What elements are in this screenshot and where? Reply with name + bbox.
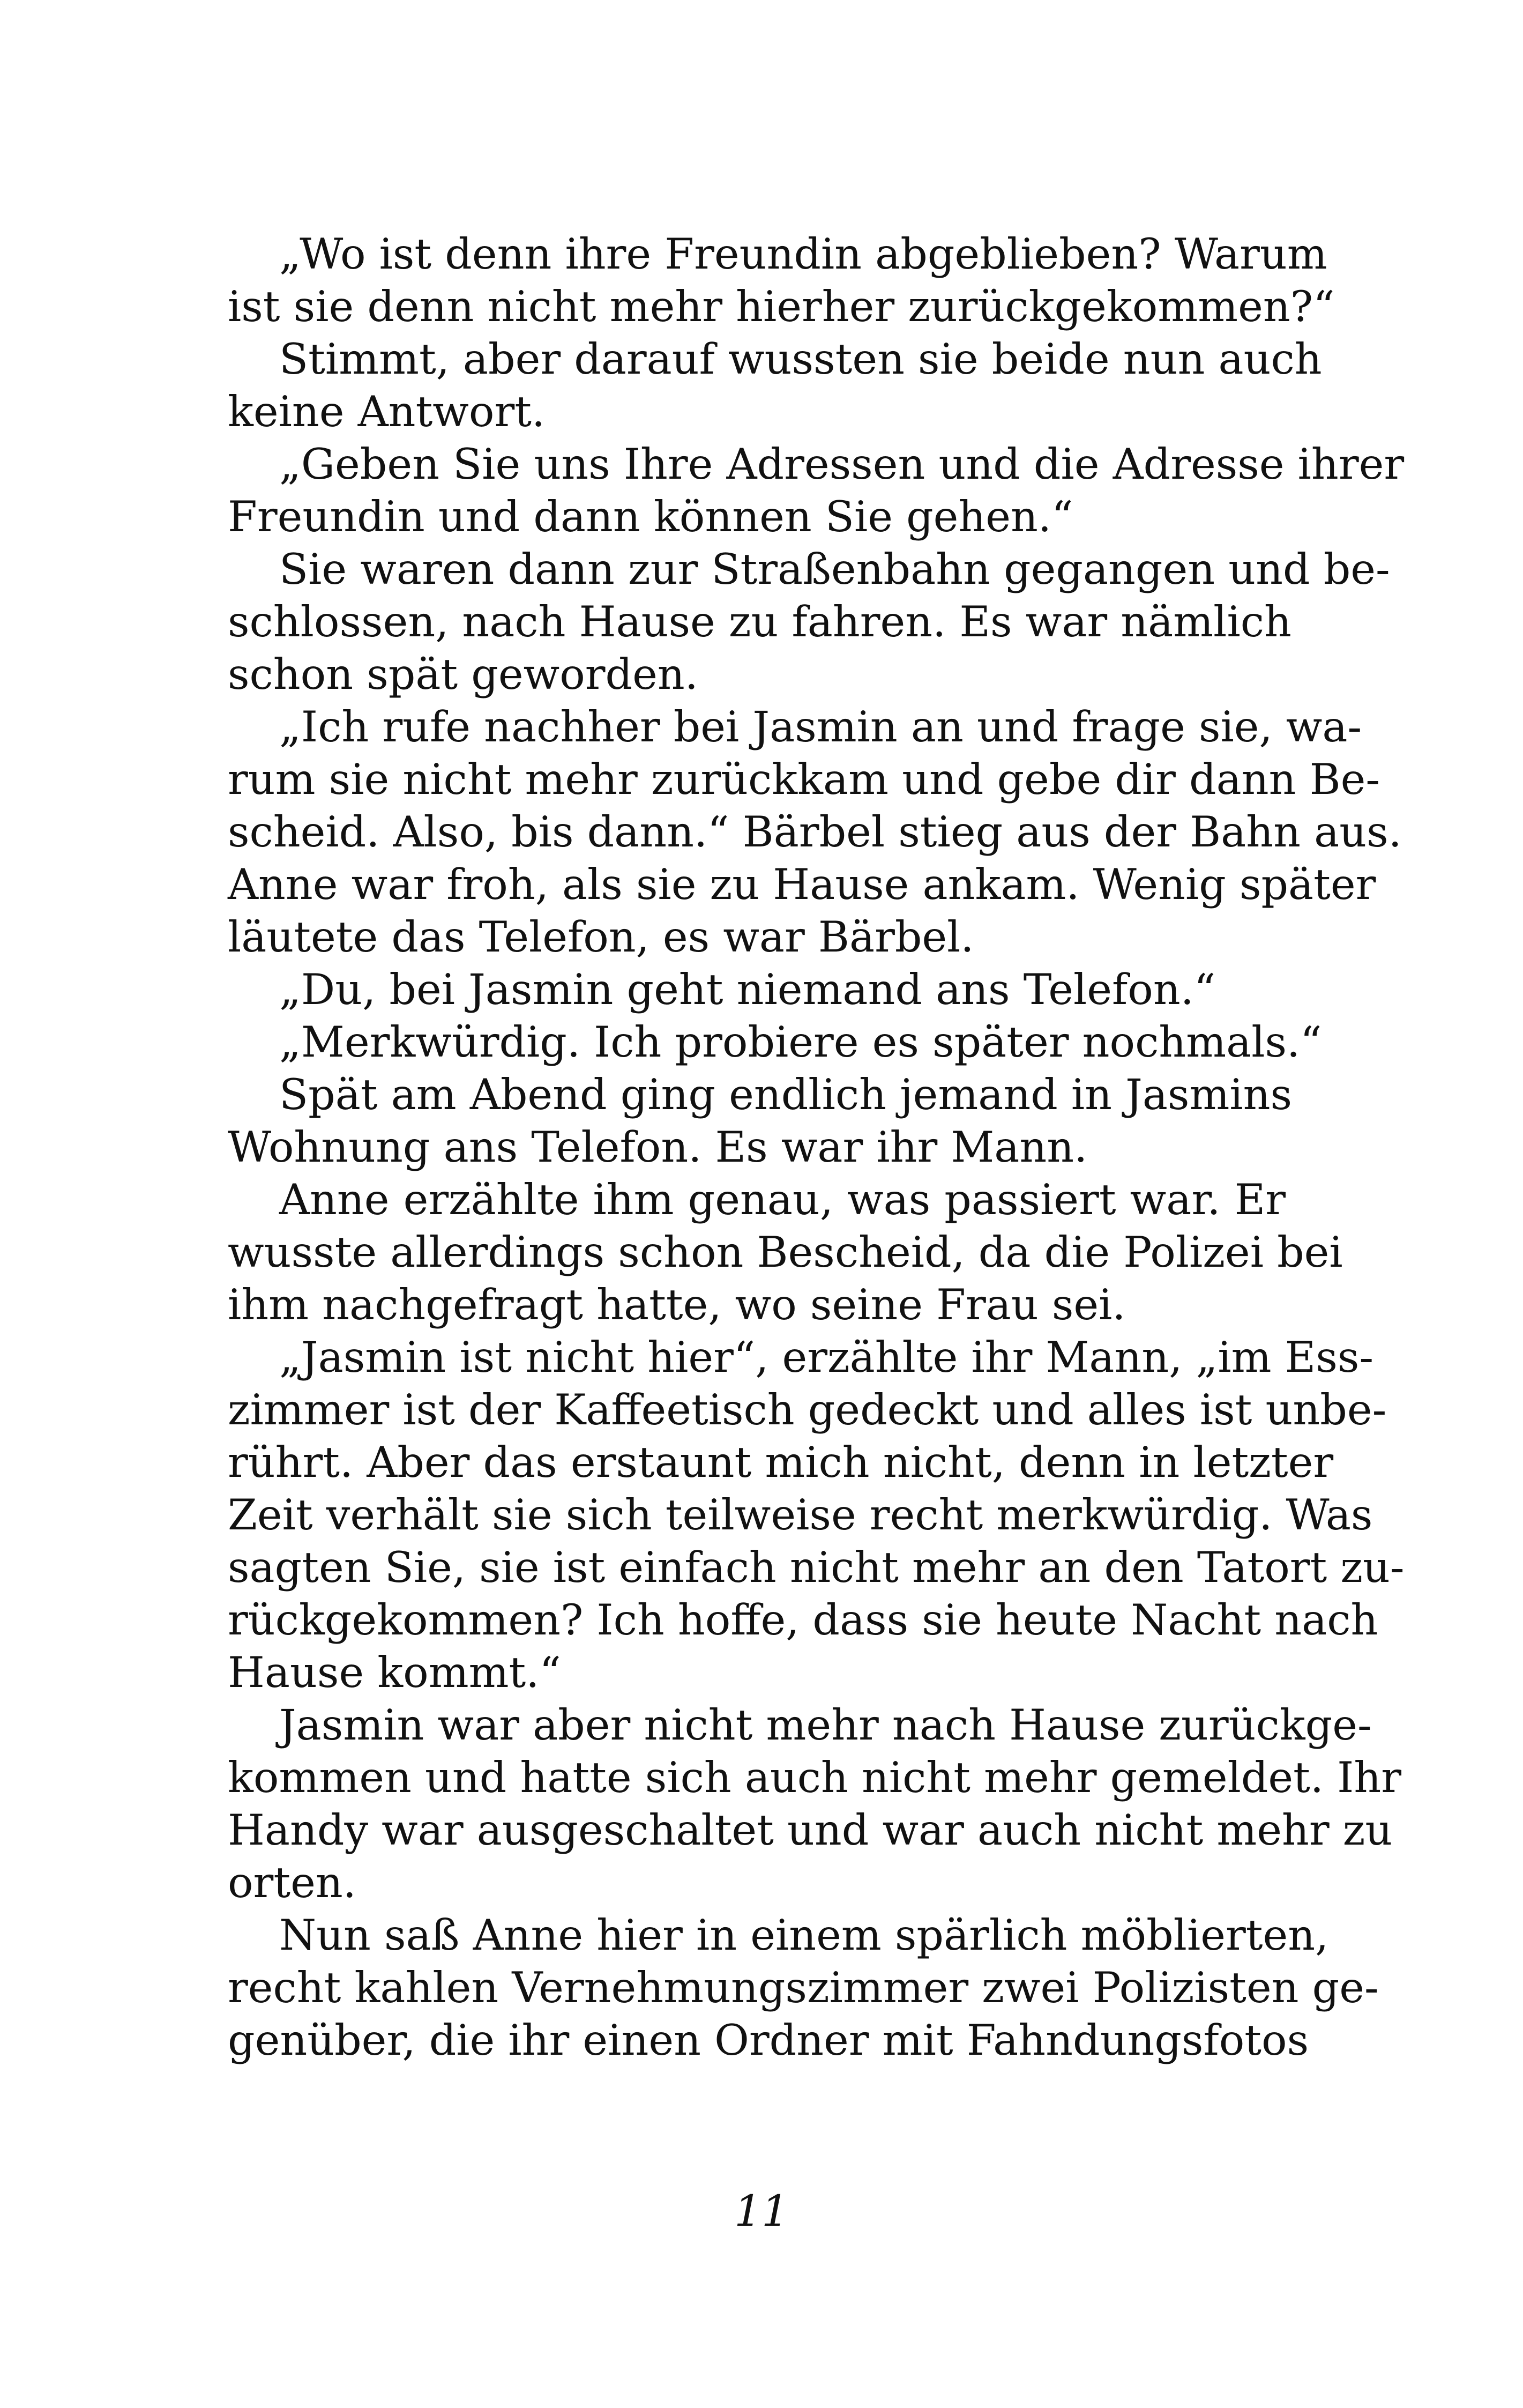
text-line: scheid. Also, bis dann.“ Bärbel stieg aus der Bahn aus. xyxy=(228,807,1402,857)
text-line: Sie waren dann zur Straßenbahn gegangen und be- xyxy=(279,545,1390,594)
text-line: läutete das Telefon, es war Bärbel. xyxy=(228,912,974,962)
text-line: Zeit verhält sie sich teilweise recht merkwürdig. Was xyxy=(228,1490,1373,1540)
text-line: Anne erzählte ihm genau, was passiert war. Er xyxy=(279,1175,1286,1224)
text-line: keine Antwort. xyxy=(228,387,546,436)
text-line: kommen und hatte sich auch nicht mehr gemeldet. Ihr xyxy=(228,1753,1401,1802)
text-line: Jasmin war aber nicht mehr nach Hause zurückge- xyxy=(279,1700,1372,1750)
text-line: „Wo ist denn ihre Freundin abgeblieben? Warum xyxy=(279,229,1327,279)
text-line: sagten Sie, sie ist einfach nicht mehr an den Tatort zu- xyxy=(228,1543,1405,1592)
text-line: wusste allerdings schon Bescheid, da die Polizei bei xyxy=(228,1228,1343,1277)
text-line: Anne war froh, als sie zu Hause ankam. Wenig später xyxy=(228,860,1376,909)
text-line: Freundin und dann können Sie gehen.“ xyxy=(228,492,1073,541)
text-line: recht kahlen Vernehmungszimmer zwei Polizisten ge- xyxy=(228,1963,1379,2012)
text-line: genüber, die ihr einen Ordner mit Fahndungsfotos xyxy=(228,2016,1309,2065)
text-line: zimmer ist der Kaffeetisch gedeckt und alles ist unbe- xyxy=(228,1385,1387,1435)
text-line: Hause kommt.“ xyxy=(228,1648,561,1697)
text-line: Handy war ausgeschaltet und war auch nicht mehr zu xyxy=(228,1805,1393,1855)
text-line: Stimmt, aber darauf wussten sie beide nun auch xyxy=(279,335,1322,384)
text-line: rührt. Aber das erstaunt mich nicht, denn in letzter xyxy=(228,1438,1334,1487)
body-text xyxy=(228,228,1405,2067)
text-line: „Jasmin ist nicht hier“, erzählte ihr Mann, „im Ess- xyxy=(279,1333,1374,1382)
text-line: „Merkwürdig. Ich probiere es später nochmals.“ xyxy=(279,1017,1322,1067)
text-line: schlossen, nach Hause zu fahren. Es war nämlich xyxy=(228,597,1291,646)
text-line: rückgekommen? Ich hoffe, dass sie heute Nacht nach xyxy=(228,1595,1378,1645)
text-line: ist sie denn nicht mehr hierher zurückgekommen?“ xyxy=(228,282,1335,331)
text-line: Nun saß Anne hier in einem spärlich möblierten, xyxy=(279,1911,1329,1960)
text-line: rum sie nicht mehr zurückkam und gebe dir dann Be- xyxy=(228,755,1380,804)
text-line: Wohnung ans Telefon. Es war ihr Mann. xyxy=(228,1123,1088,1172)
text-line: ihm nachgefragt hatte, wo seine Frau sei. xyxy=(228,1280,1126,1329)
text-line: schon spät geworden. xyxy=(228,650,698,699)
text-line: orten. xyxy=(228,1858,356,1907)
text-line: Spät am Abend ging endlich jemand in Jasmins xyxy=(279,1070,1293,1119)
text-line: „Du, bei Jasmin geht niemand ans Telefon.“ xyxy=(279,965,1216,1014)
text-line: „Geben Sie uns Ihre Adressen und die Adresse ihrer xyxy=(279,440,1405,489)
page-number: 11 xyxy=(734,2186,789,2236)
text-line: „Ich rufe nachher bei Jasmin an und frage sie, wa- xyxy=(279,702,1362,752)
